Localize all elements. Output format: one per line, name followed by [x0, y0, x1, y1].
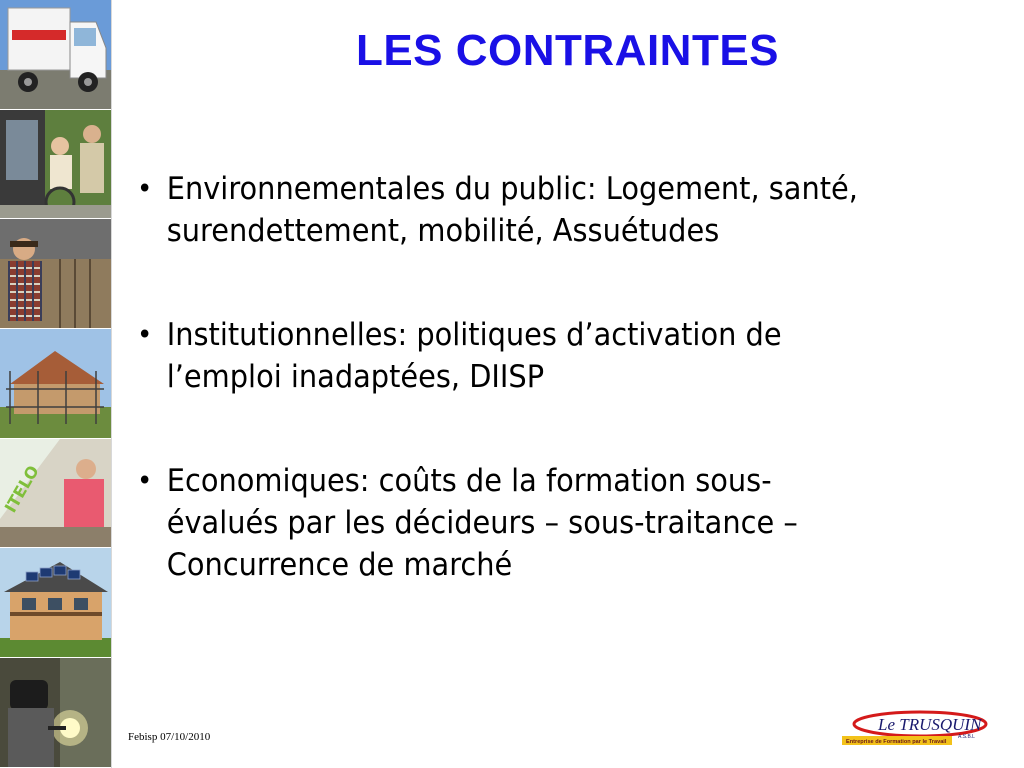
insulation-work-photo: [0, 439, 111, 549]
bullet-list: [137, 168, 937, 648]
bullet-icon: •: [137, 172, 153, 205]
bullet-item-environnementales: [137, 168, 881, 252]
logo-suffix: A.S.B.L: [958, 734, 975, 740]
roof-scaffolding-photo: [0, 329, 111, 439]
logo-text: Le TRUSQUIN: [878, 715, 982, 734]
welder-photo: [0, 658, 111, 768]
solar-house-photo: [0, 548, 111, 658]
bullet-text: Economiques: coûts de la formation sous-évalués par les décideurs – sous-traitance – Concurrence de marché: [166, 463, 798, 583]
bullet-item-institutionnelles: [137, 314, 881, 398]
wheelchair-assistance-photo: [0, 110, 111, 220]
bullet-icon: •: [137, 464, 153, 497]
bullet-item-economiques: [137, 460, 881, 586]
construction-worker-photo: [0, 219, 111, 329]
logo-tagline: Entreprise de Formation par le Travail: [846, 739, 947, 745]
photo-strip: [0, 0, 112, 768]
bullet-text: Institutionnelles: politiques d’activation de l’emploi inadaptées, DIISP: [166, 317, 782, 395]
trusquin-logo: [838, 706, 990, 750]
bullet-icon: •: [137, 318, 153, 351]
slide-title: LES CONTRAINTES: [355, 26, 780, 75]
svg-text:ITELO: ITELO: [0, 461, 43, 516]
delivery-truck-photo: [0, 0, 111, 110]
footer-date: Febisp 07/10/2010: [128, 731, 211, 743]
bullet-text: Environnementales du public: Logement, santé, surendettement, mobilité, Assuétudes: [166, 171, 858, 249]
